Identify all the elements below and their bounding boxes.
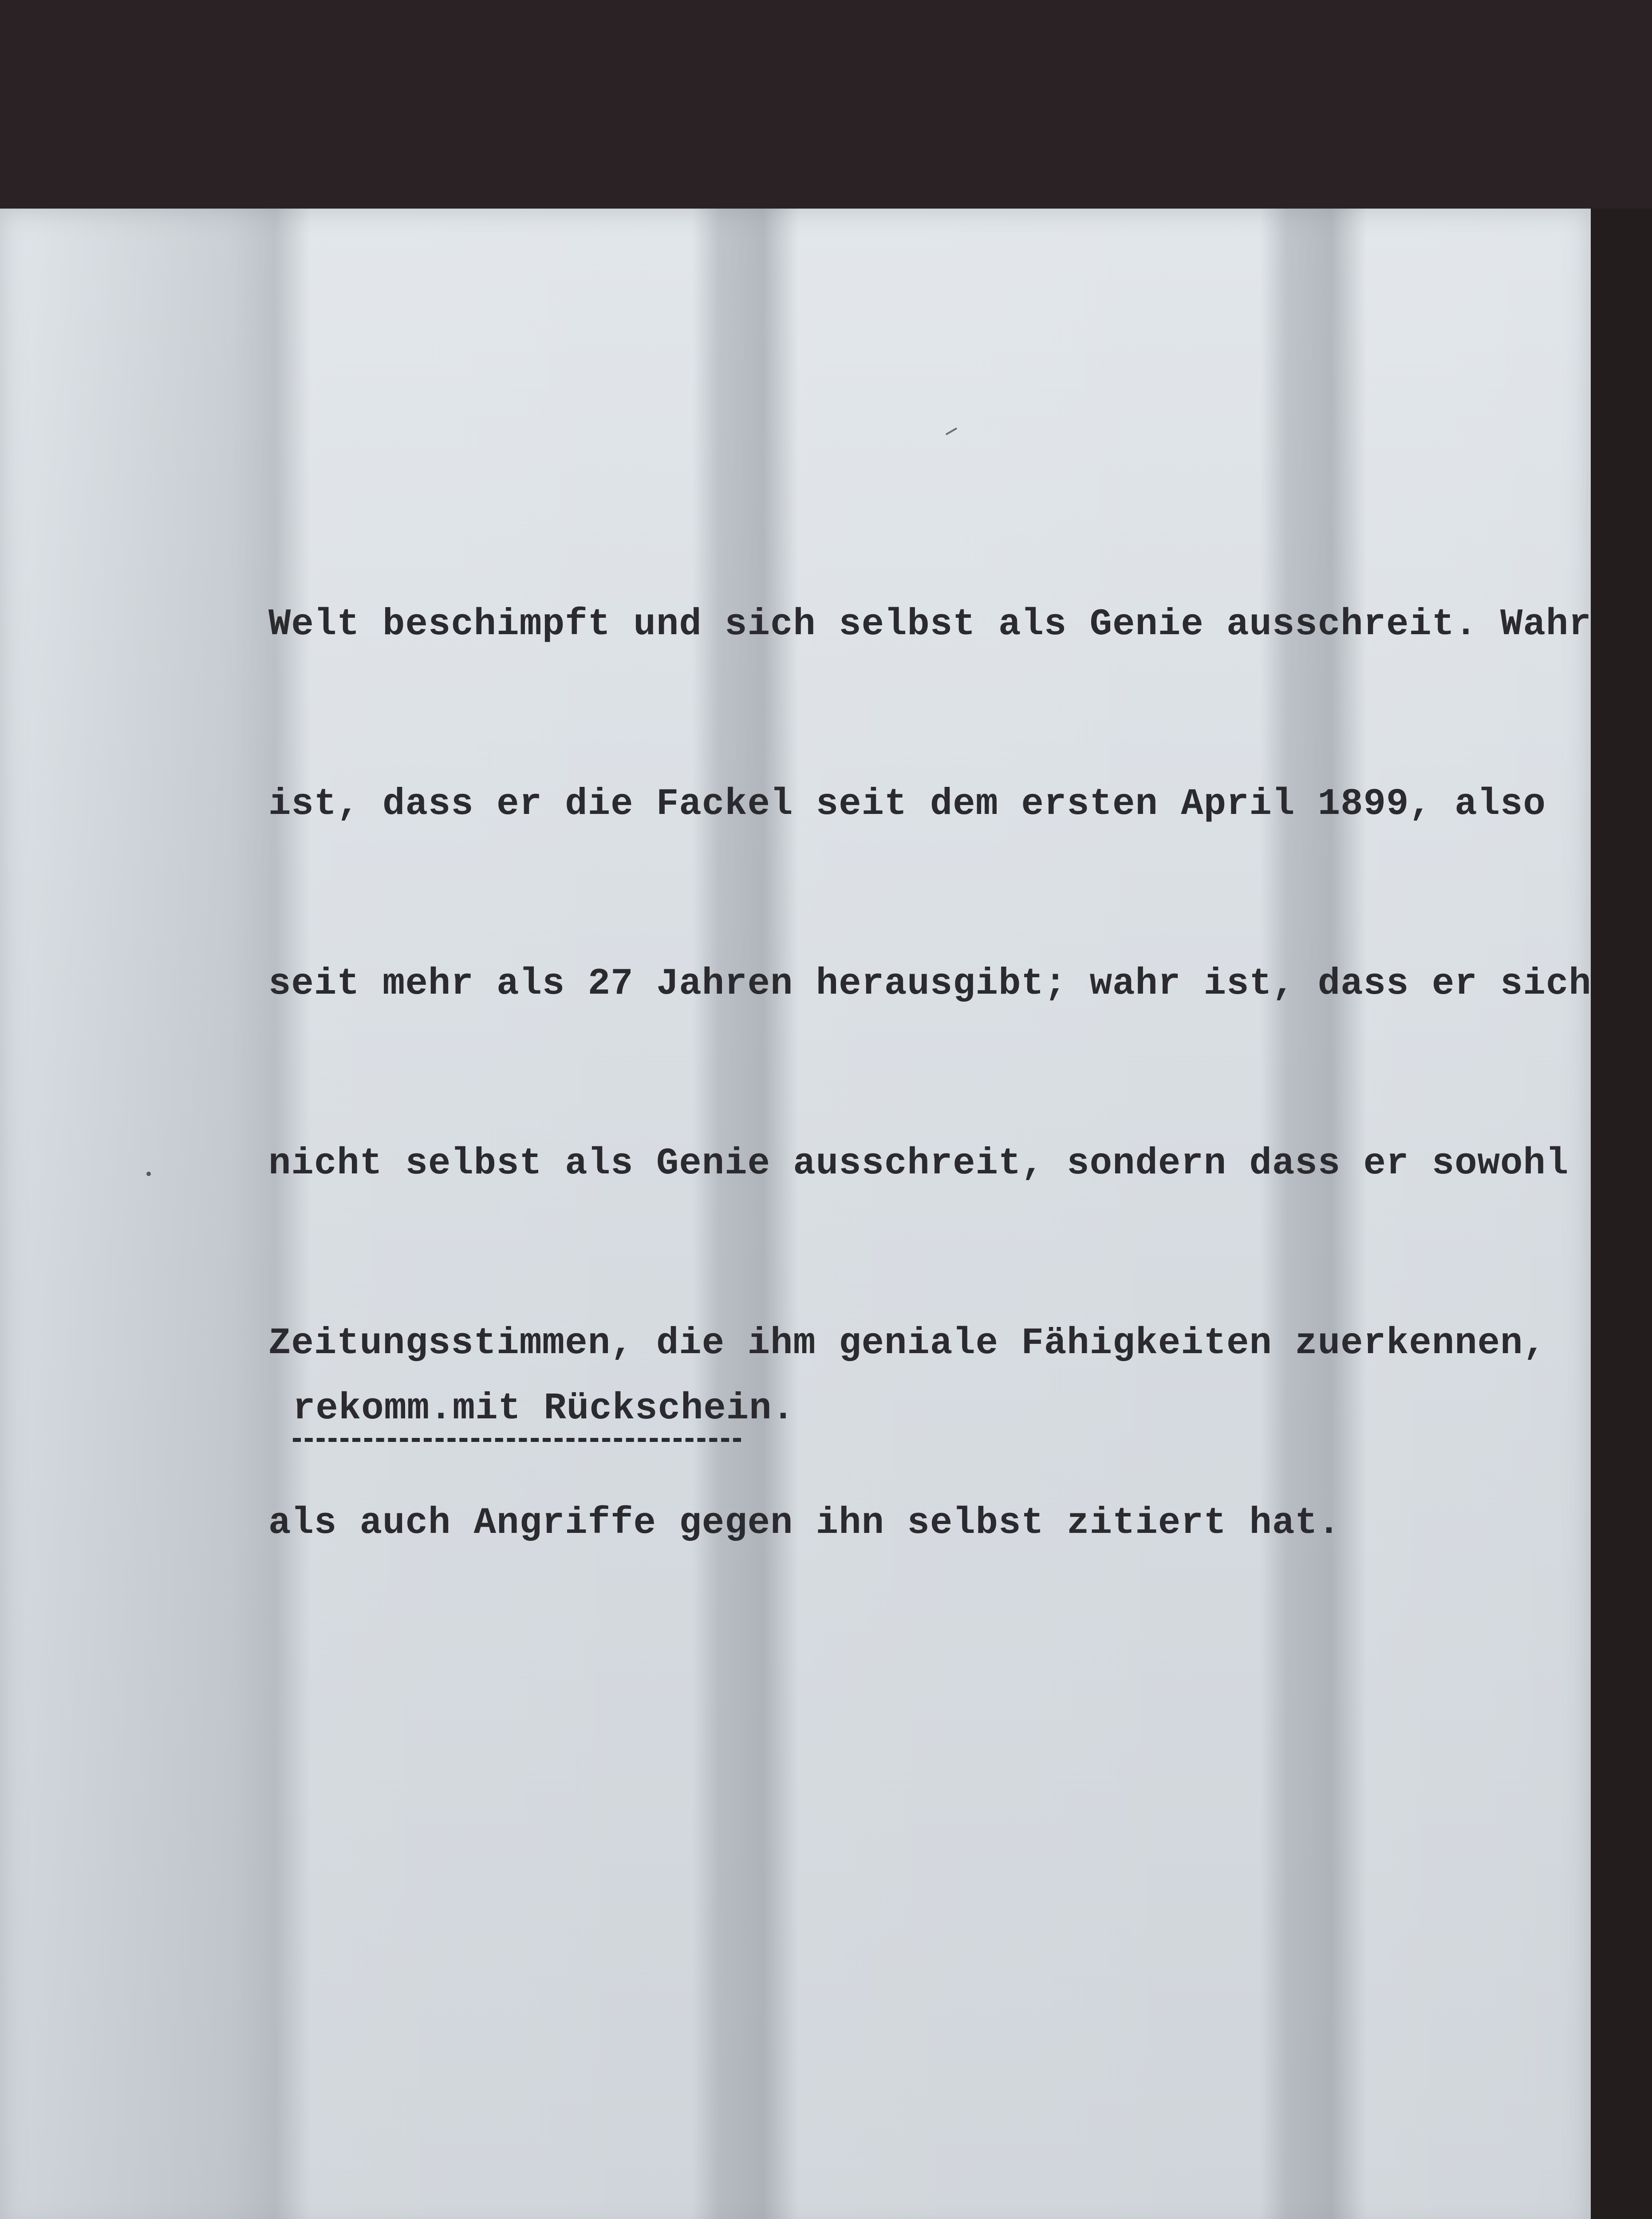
paragraph-line: nicht selbst als Genie ausschreit, sondern dass er sowohl (268, 1143, 1569, 1185)
typed-paragraph (268, 475, 1592, 1613)
paragraph-line: als auch Angriffe gegen ihn selbst zitiert hat. (268, 1502, 1341, 1544)
paragraph-line: Welt beschimpft und sich selbst als Genie ausschreit. Wahr (268, 604, 1592, 646)
paragraph-line: ist, dass er die Fackel seit dem ersten April 1899, also (268, 783, 1546, 825)
paragraph-line: Zeitungsstimmen, die ihm geniale Fähigkeiten zuerkennen, (268, 1323, 1546, 1365)
pencil-tick-mark (946, 427, 957, 435)
closing-note: rekomm.mit Rückschein. (293, 1388, 795, 1430)
background-top (0, 0, 1652, 209)
ink-dot (146, 1172, 151, 1176)
paragraph-line: seit mehr als 27 Jahren herausgibt; wahr ist, dass er sich (268, 963, 1592, 1005)
closing-underline (293, 1438, 741, 1442)
